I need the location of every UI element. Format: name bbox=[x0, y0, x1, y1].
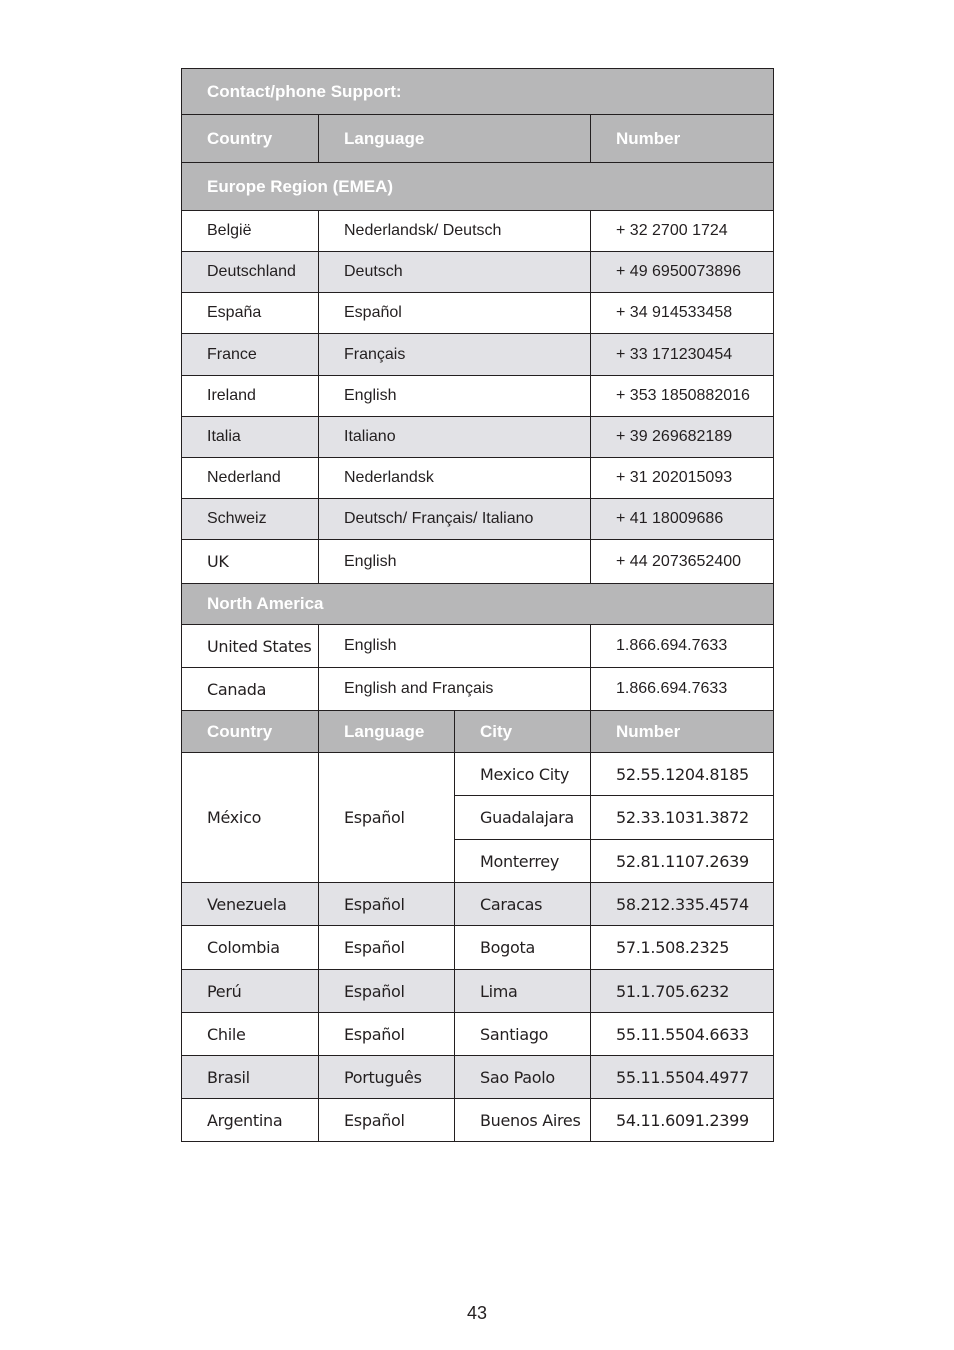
table-row bbox=[182, 926, 774, 970]
north-america-section-label: North America bbox=[182, 584, 774, 625]
city-cell: Caracas bbox=[455, 883, 591, 926]
table-row bbox=[182, 417, 774, 458]
number-cell: + 44 2073652400 bbox=[591, 540, 774, 584]
table-row bbox=[182, 293, 774, 334]
number-cell: 51.1.705.6232 bbox=[591, 970, 774, 1013]
language-cell: English bbox=[319, 540, 591, 584]
table-row bbox=[182, 376, 774, 417]
header-language: Language bbox=[319, 711, 455, 753]
latam-header-row bbox=[182, 711, 774, 753]
country-cell: United States bbox=[182, 625, 319, 668]
country-cell: Venezuela bbox=[182, 883, 319, 926]
country-cell: Deutschland bbox=[182, 252, 319, 293]
table-row bbox=[182, 252, 774, 293]
page-number: 43 bbox=[466, 1303, 488, 1323]
number-cell: + 41 18009686 bbox=[591, 499, 774, 540]
city-cell: Mexico City bbox=[455, 753, 591, 796]
country-cell: Chile bbox=[182, 1013, 319, 1056]
number-cell: 1.866.694.7633 bbox=[591, 668, 774, 711]
header-country: Country bbox=[182, 115, 319, 163]
language-cell: Nederlandsk bbox=[319, 458, 591, 499]
europe-section-row bbox=[182, 163, 774, 211]
number-cell: 55.11.5504.4977 bbox=[591, 1056, 774, 1099]
language-cell: Italiano bbox=[319, 417, 591, 458]
table-row bbox=[182, 753, 774, 796]
table-title: Contact/phone Support: bbox=[182, 69, 774, 115]
number-cell: 52.33.1031.3872 bbox=[591, 796, 774, 840]
number-cell: 1.866.694.7633 bbox=[591, 625, 774, 668]
language-cell: English and Français bbox=[319, 668, 591, 711]
language-cell: Español bbox=[319, 293, 591, 334]
language-cell: Nederlandsk/ Deutsch bbox=[319, 211, 591, 252]
country-cell: UK bbox=[182, 540, 319, 584]
language-cell: Español bbox=[319, 883, 455, 926]
table-row bbox=[182, 499, 774, 540]
language-cell: Español bbox=[319, 970, 455, 1013]
number-cell: 54.11.6091.2399 bbox=[591, 1099, 774, 1142]
north-america-section-row bbox=[182, 584, 774, 625]
number-cell: 58.212.335.4574 bbox=[591, 883, 774, 926]
country-cell: Canada bbox=[182, 668, 319, 711]
city-cell: Guadalajara bbox=[455, 796, 591, 840]
table-row bbox=[182, 1013, 774, 1056]
language-cell: English bbox=[319, 625, 591, 668]
number-cell: + 33 171230454 bbox=[591, 334, 774, 376]
header-city: City bbox=[455, 711, 591, 753]
country-cell: México bbox=[182, 753, 319, 883]
header-number: Number bbox=[591, 115, 774, 163]
table-title-row bbox=[182, 69, 774, 115]
number-cell: 52.55.1204.8185 bbox=[591, 753, 774, 796]
country-cell: België bbox=[182, 211, 319, 252]
city-cell: Monterrey bbox=[455, 840, 591, 883]
number-cell: + 31 202015093 bbox=[591, 458, 774, 499]
header-language: Language bbox=[319, 115, 591, 163]
number-cell: + 39 269682189 bbox=[591, 417, 774, 458]
table-row bbox=[182, 540, 774, 584]
language-cell: Français bbox=[319, 334, 591, 376]
number-cell: + 34 914533458 bbox=[591, 293, 774, 334]
table-row bbox=[182, 668, 774, 711]
language-cell: Español bbox=[319, 753, 455, 883]
language-cell: Deutsch/ Français/ Italiano bbox=[319, 499, 591, 540]
language-cell: Español bbox=[319, 1099, 455, 1142]
table-row bbox=[182, 1099, 774, 1142]
table-row bbox=[182, 625, 774, 668]
country-cell: Argentina bbox=[182, 1099, 319, 1142]
number-cell: + 353 1850882016 bbox=[591, 376, 774, 417]
country-cell: Nederland bbox=[182, 458, 319, 499]
country-cell: Colombia bbox=[182, 926, 319, 970]
language-cell: Deutsch bbox=[319, 252, 591, 293]
header-country: Country bbox=[182, 711, 319, 753]
city-cell: Santiago bbox=[455, 1013, 591, 1056]
contact-support-table bbox=[181, 68, 774, 1142]
table-row bbox=[182, 970, 774, 1013]
table-row bbox=[182, 1056, 774, 1099]
language-cell: Português bbox=[319, 1056, 455, 1099]
europe-section-label: Europe Region (EMEA) bbox=[182, 163, 774, 211]
number-cell: + 32 2700 1724 bbox=[591, 211, 774, 252]
number-cell: 57.1.508.2325 bbox=[591, 926, 774, 970]
country-cell: Italia bbox=[182, 417, 319, 458]
table-row bbox=[182, 458, 774, 499]
city-cell: Buenos Aires bbox=[455, 1099, 591, 1142]
country-cell: France bbox=[182, 334, 319, 376]
table-row bbox=[182, 883, 774, 926]
number-cell: + 49 6950073896 bbox=[591, 252, 774, 293]
country-cell: Schweiz bbox=[182, 499, 319, 540]
language-cell: Español bbox=[319, 1013, 455, 1056]
country-cell: Brasil bbox=[182, 1056, 319, 1099]
table-row bbox=[182, 211, 774, 252]
city-cell: Bogota bbox=[455, 926, 591, 970]
city-cell: Sao Paolo bbox=[455, 1056, 591, 1099]
language-cell: Español bbox=[319, 926, 455, 970]
europe-header-row bbox=[182, 115, 774, 163]
number-cell: 52.81.1107.2639 bbox=[591, 840, 774, 883]
country-cell: Ireland bbox=[182, 376, 319, 417]
country-cell: España bbox=[182, 293, 319, 334]
language-cell: English bbox=[319, 376, 591, 417]
table-row bbox=[182, 334, 774, 376]
city-cell: Lima bbox=[455, 970, 591, 1013]
header-number: Number bbox=[591, 711, 774, 753]
country-cell: Perú bbox=[182, 970, 319, 1013]
number-cell: 55.11.5504.6633 bbox=[591, 1013, 774, 1056]
